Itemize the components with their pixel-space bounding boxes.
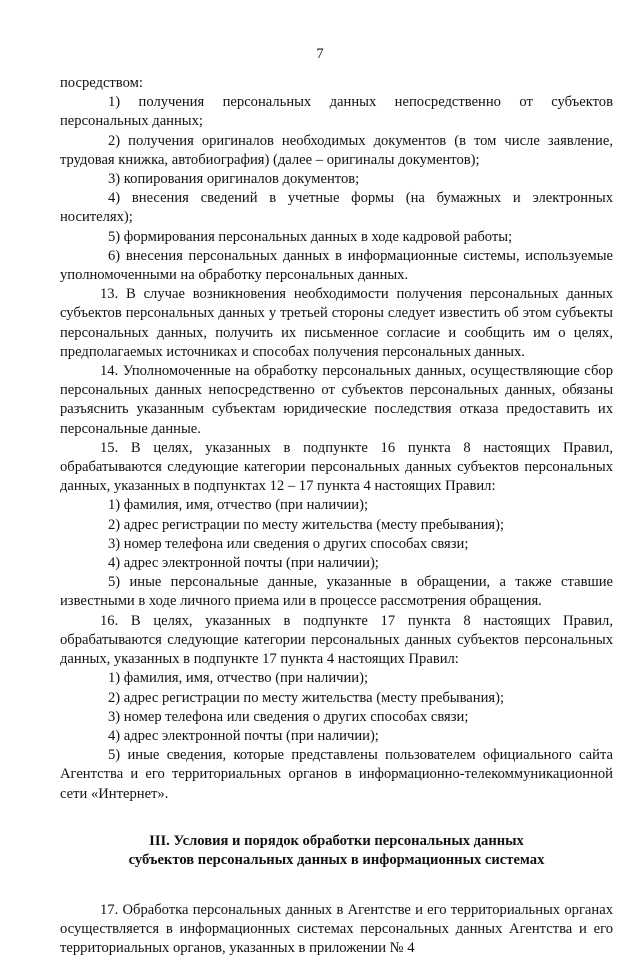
- paragraph-continuation: посредством:: [60, 75, 143, 91]
- list-item-address: 2) адрес регистрации по месту жительства (месту пребывания);: [108, 689, 505, 706]
- paragraph-15: 15. В целях, указанных в подпункте 16 пункта 8 настоящих Правил, обрабатываются следующие категории персональных данных субъектов персональных данных, указанных в подпунктах 12 – 17 пункта 4 настоящих Правил:: [60, 439, 613, 495]
- list-item-other-data: 5) иные персональные данные, указанные в обращении, а также ставшие известными в ходе личного приема или в процессе рассмотрения обращения.: [60, 574, 613, 610]
- list-item-phone: 3) номер телефона или сведения о других способах связи;: [108, 708, 469, 725]
- list-item-email: 4) адрес электронной почты (при наличии);: [108, 727, 379, 744]
- document-body: [60, 74, 613, 958]
- list-item-other-info: 5) иные сведения, которые представлены пользователем официального сайта Агентства и его территориальных органов в информационно-телекоммуникационной сети «Интернет».: [60, 747, 613, 802]
- list-item-full-name: 1) фамилия, имя, отчество (при наличии);: [108, 497, 369, 514]
- list-item-copying: 3) копирования оригиналов документов;: [108, 171, 360, 188]
- list-item-full-name: 1) фамилия, имя, отчество (при наличии);: [108, 670, 369, 687]
- paragraph-14: 14. Уполномоченные на обработку персональных данных, осуществляющие сбор персональных данных непосредственно от субъектов персональных данных, обязаны разъяснить указанным субъектам юридические последствия отказа предоставить их персональные данные.: [60, 363, 613, 437]
- list-item-information-systems: 6) внесения персональных данных в информационные системы, используемые уполномоченными на обработку персональных данных.: [60, 247, 613, 284]
- list-item-hr-work: 5) формирования персональных данных в ходе кадровой работы;: [108, 228, 513, 245]
- page-number: 7: [316, 46, 324, 62]
- paragraph-16: 16. В целях, указанных в подпункте 17 пункта 8 настоящих Правил, обрабатываются следующие категории персональных данных субъектов персональных данных, указанных в подпункте 17 пункта 4 настоящих Правил:: [60, 612, 613, 668]
- section-heading-line-1: III. Условия и порядок обработки персональных данных: [149, 832, 524, 849]
- list-item-phone: 3) номер телефона или сведения о других способах связи;: [108, 535, 469, 552]
- paragraph-13: 13. В случае возникновения необходимости получения персональных данных субъектов персональных данных у третьей стороны следует известить об этом субъекты персональных данных, получить их письменное согласие и сообщить им о целях, предполагаемых источниках и способах получения персональных данных.: [60, 286, 613, 360]
- list-item-obtaining-originals: 2) получения оригиналов необходимых документов (в том числе заявление, трудовая книжка, автобиография) (далее – оригиналы документов);: [60, 132, 613, 168]
- list-item-address: 2) адрес регистрации по месту жительства (месту пребывания);: [108, 516, 505, 533]
- list-item-obtaining-data: 1) получения персональных данных непосредственно от субъектов персональных данных;: [60, 94, 613, 130]
- list-item-record-forms: 4) внесения сведений в учетные формы (на бумажных и электронных носителях);: [60, 190, 613, 226]
- list-item-email: 4) адрес электронной почты (при наличии);: [108, 555, 379, 572]
- paragraph-17: 17. Обработка персональных данных в Агентстве и его территориальных органах осуществляется в информационных системах персональных данных Агентства и его территориальных органов, указанных в приложении № 4: [60, 901, 613, 957]
- section-heading-line-2: субъектов персональных данных в информационных системах: [128, 852, 545, 869]
